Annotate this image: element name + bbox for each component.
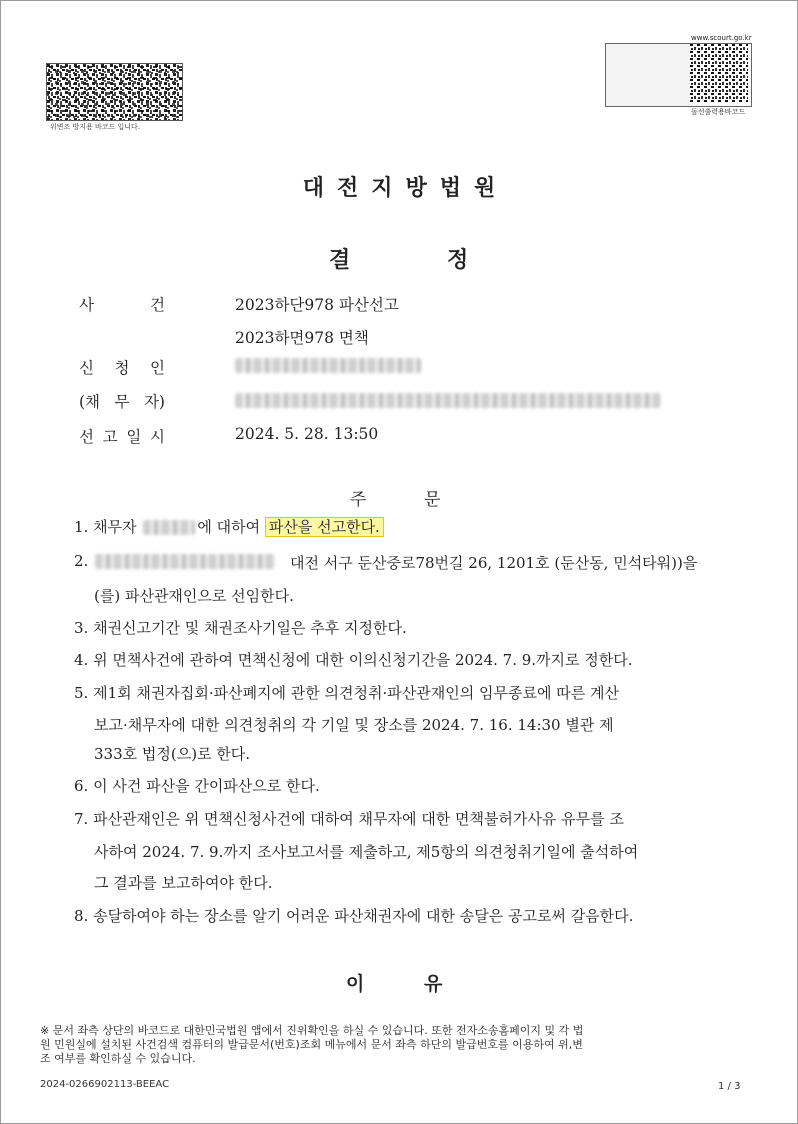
declaration-datetime-label: 선 고 일 시 (79, 428, 165, 446)
barcode-caption: 위변조 방지용 바코드 입니다. (50, 123, 141, 131)
order-item-8: 8. 송달하여야 하는 장소를 알기 어려운 파산채권자에 대한 송달은 공고로써 갈음한다. (74, 907, 634, 925)
order-item-2-cont: (를) 파산관재인으로 선임한다. (94, 587, 294, 605)
reason-heading-char: 이 (346, 973, 365, 995)
redacted-debtor-address (235, 393, 661, 408)
order-item-5-line-3: 333호 법정(으)로 한다. (94, 745, 251, 763)
debtor-label: (채 무 자) (79, 393, 165, 411)
reason-heading-char: 유 (424, 973, 443, 995)
applicant-label: 신 청 인 (79, 359, 165, 377)
order-item-1: 1. 채무자 에 대하여 파산을 선고한다. (74, 516, 384, 537)
court-name: 대전지방법원 (302, 176, 509, 201)
verification-notice: ※ 문서 좌측 상단의 바코드로 대한민국법원 앱에서 진위확인을 하실 수 있습니다. 또한 전자소송홈페이지 및 각 법 원 민원실에 설치된 사건검색 컴퓨터의 발급문서(번호)조회 메뉴에서 문서 좌측 하단의 발급번호를 이용하여 위,변 조 여부를 확인하실 수 있습니다. (40, 1024, 584, 1065)
stamp-area (606, 44, 690, 106)
order-item-7-line-2: 사하여 2024. 7. 9.까지 조사보고서를 제출하고, 제5항의 의견청취기일에 출석하여 (94, 843, 639, 861)
page-number: 1 / 3 (718, 1081, 741, 1092)
case-label: 사 건 (79, 296, 165, 314)
anti-forgery-barcode (46, 63, 183, 121)
order-heading-char: 주 (350, 490, 367, 510)
order-item-5-line-1: 5. 제1회 채권자집회·파산폐지에 관한 의견청취·파산관재인의 임무종료에 따른 계산 (74, 684, 619, 702)
case-number-discharge: 2023하면978 면책 (235, 329, 369, 347)
highlighted-bankruptcy-declaration: 파산을 선고한다. (265, 517, 384, 537)
document-type-char: 결 (329, 248, 351, 273)
barcode-pattern (47, 64, 182, 120)
redacted-trustee-name (95, 554, 275, 569)
order-item-5-line-2: 보고·채무자에 대한 의견청취의 각 기일 및 장소를 2024. 7. 16. 14:30 별관 제 (94, 716, 614, 734)
qr-pattern (690, 44, 748, 102)
case-number-bankruptcy: 2023하단978 파산선고 (235, 296, 399, 314)
order-item-6: 6. 이 사건 파산을 간이파산으로 한다. (74, 777, 320, 795)
redacted-applicant-name (235, 358, 421, 373)
declaration-datetime: 2024. 5. 28. 13:50 (235, 425, 379, 443)
order-item-7-line-3: 그 결과를 보고하여야 한다. (94, 874, 273, 892)
order-item-7-line-1: 7. 파산관재인은 위 면책신청사건에 대하여 채무자에 대한 면책불허가사유 유무를 조 (74, 810, 624, 828)
redacted-debtor-name (143, 520, 195, 535)
print-barcode-caption: 돌선출력용바코드 (691, 108, 746, 116)
issue-number: 2024-0266902113-BEEAC (40, 1079, 170, 1090)
print-barcode (690, 44, 748, 102)
order-item-4: 4. 위 면책사건에 관하여 면책신청에 대한 이의신청기간을 2024. 7. 9.까지로 정한다. (74, 651, 633, 669)
court-website-url: www.scourt.go.kr (691, 34, 752, 42)
order-item-2-address: 대전 서구 둔산중로78번길 26, 1201호 (둔산동, 민석타워))을 (290, 554, 698, 572)
order-item-2: 2. (74, 552, 89, 570)
order-item-3: 3. 채권신고기간 및 채권조사기일은 추후 지정한다. (74, 619, 407, 637)
order-heading-char: 문 (424, 490, 441, 510)
document-type-char: 정 (447, 248, 469, 273)
